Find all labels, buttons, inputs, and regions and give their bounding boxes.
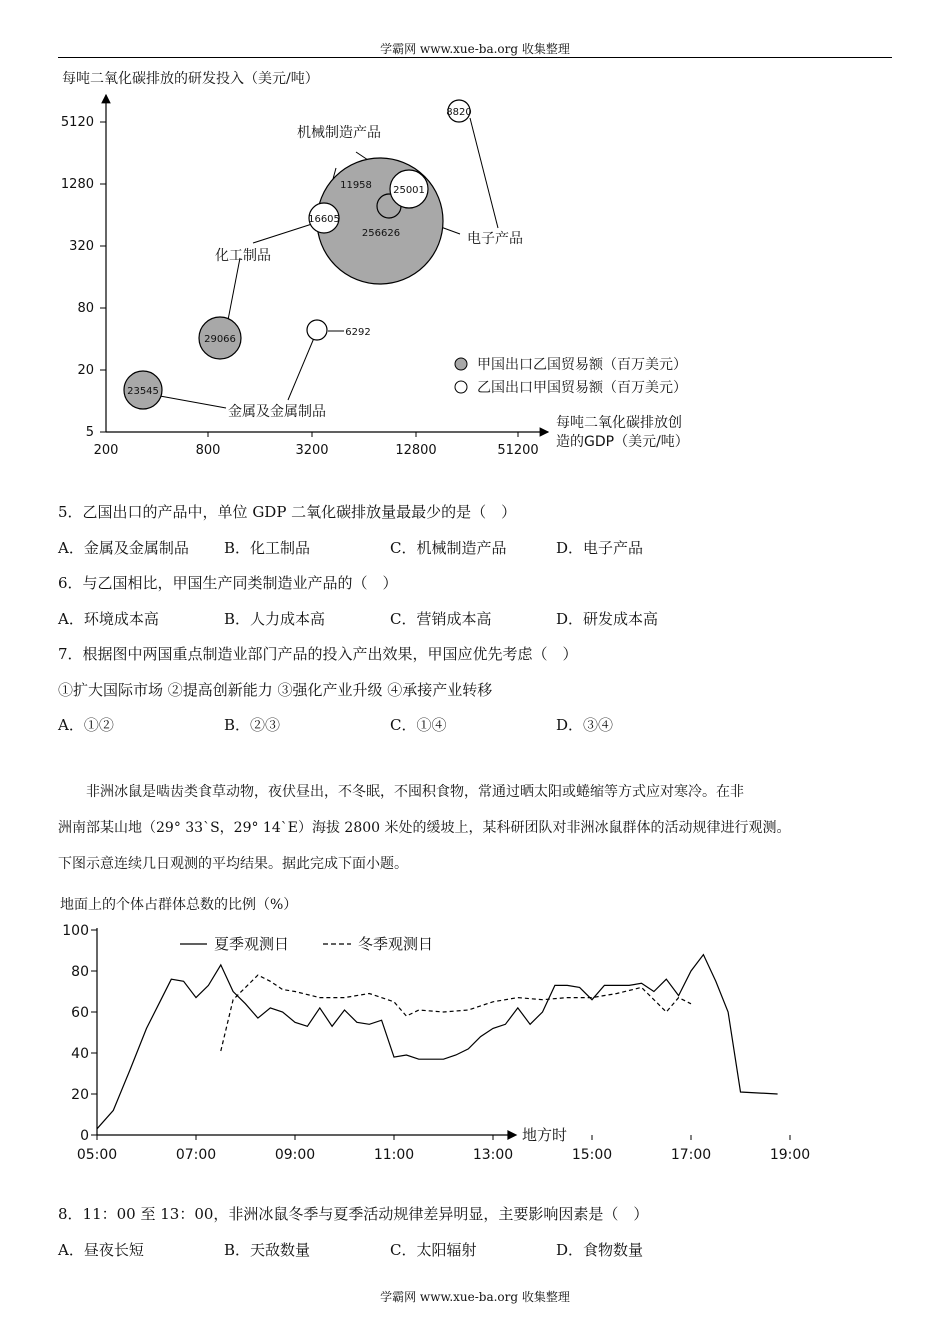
y-tick: 5120 [60, 115, 94, 130]
page-footer: 学霸网 www.xue-ba.org 收集整理 [380, 1290, 570, 1304]
passage-line: 洲南部某山地（29° 33`S，29° 14`E）海拔 2800 米处的缓坡上，某科研团队对非洲冰鼠群体的活动规律进行观测。 [58, 820, 791, 836]
x-tick: 12800 [395, 443, 437, 458]
bubble-value: 23545 [127, 386, 159, 397]
x-tick-label: 07:00 [175, 1147, 217, 1163]
q5-stem: 5．乙国出口的产品中，单位 GDP 二氧化碳排放量最最少的是（ ） [58, 503, 517, 521]
bubble-yi-metal [307, 320, 327, 340]
label-machinery: 机械制造产品 [297, 125, 381, 141]
y-tick-label: 60 [71, 1005, 89, 1021]
x-tick: 800 [195, 443, 221, 458]
q5-option-d[interactable]: D．电子产品 [556, 539, 644, 557]
q7-stem: 7．根据图中两国重点制造业部门产品的投入产出效果，甲国应优先考虑（ ） [58, 645, 578, 663]
y-tick: 320 [69, 239, 94, 254]
q5-option-c[interactable]: C．机械制造产品 [390, 539, 507, 557]
series-summer-line [97, 955, 778, 1129]
y-tick-label: 100 [62, 923, 89, 939]
y-tick: 1280 [60, 177, 94, 192]
x-axis-label-line2: 造的GDP（美元/吨） [556, 434, 689, 450]
q6-option-d[interactable]: D．研发成本高 [556, 610, 659, 628]
passage-line: 非洲冰鼠是啮齿类食草动物，夜伏昼出，不冬眠，不囤积食物，常通过晒太阳或蜷缩等方式应对寒冷。在非 [58, 784, 744, 800]
passage-line: 下图示意连续几日观测的平均结果。据此完成下面小题。 [58, 856, 408, 872]
label-electronics: 电子产品 [467, 231, 523, 247]
y-tick-label: 20 [71, 1087, 89, 1103]
y-tick-label: 80 [71, 964, 89, 980]
q7-option-c[interactable]: C．①④ [390, 716, 447, 734]
q7-option-d[interactable]: D．③④ [556, 716, 614, 734]
x-tick-label: 19:00 [769, 1147, 811, 1163]
legend-swatch-yi [455, 381, 467, 393]
x-axis-label: 地方时 [522, 1126, 568, 1144]
chart1-title: 每吨二氧化碳排放的研发投入（美元/吨） [62, 71, 319, 87]
legend-summer: 夏季观测日 [214, 935, 290, 953]
bubble-value: 6292 [345, 327, 371, 338]
y-tick-label: 0 [80, 1128, 89, 1144]
label-metal: 金属及金属制品 [228, 404, 326, 420]
x-tick-label: 11:00 [373, 1147, 415, 1163]
y-tick: 5 [85, 425, 94, 440]
q8-option-c[interactable]: C．太阳辐射 [390, 1241, 477, 1259]
bubble-value: 25001 [393, 185, 425, 196]
label-chemical: 化工制品 [215, 248, 271, 264]
q6-option-c[interactable]: C．营销成本高 [390, 610, 492, 628]
legend-yi: 乙国出口甲国贸易额（百万美元） [477, 380, 687, 396]
series-winter-line [221, 975, 691, 1051]
passage [58, 774, 894, 882]
q5-option-b[interactable]: B．化工制品 [224, 539, 311, 557]
y-tick-label: 40 [71, 1046, 89, 1062]
q7-option-a[interactable]: A．①② [58, 716, 114, 734]
q7-items: ①扩大国际市场 ②提高创新能力 ③强化产业升级 ④承接产业转移 [58, 681, 493, 699]
q5-option-a[interactable]: A．金属及金属制品 [58, 539, 189, 557]
x-tick: 51200 [497, 443, 539, 458]
x-tick-label: 05:00 [76, 1147, 118, 1163]
x-axis-label-line1: 每吨二氧化碳排放创 [556, 415, 682, 431]
q8-option-b[interactable]: B．天敌数量 [224, 1241, 311, 1259]
q7-option-b[interactable]: B．②③ [224, 716, 281, 734]
y-tick: 80 [77, 301, 94, 316]
header-rule [58, 57, 892, 58]
q6-stem: 6．与乙国相比，甲国生产同类制造业产品的（ ） [58, 574, 398, 592]
q8-option-a[interactable]: A．昼夜长短 [58, 1241, 144, 1259]
page-header: 学霸网 www.xue-ba.org 收集整理 [380, 42, 570, 56]
q6-option-b[interactable]: B．人力成本高 [224, 610, 326, 628]
bubble-value: 16605 [308, 214, 340, 225]
x-tick-label: 13:00 [472, 1147, 514, 1163]
legend-winter: 冬季观测日 [358, 935, 434, 953]
bubble-value: 11958 [340, 180, 372, 191]
q6-option-a[interactable]: A．环境成本高 [58, 610, 159, 628]
legend-swatch-jia [455, 358, 467, 370]
x-tick: 3200 [295, 443, 329, 458]
bubble-value: 29066 [204, 334, 236, 345]
x-tick-label: 17:00 [670, 1147, 712, 1163]
bubble-value: 8820 [446, 107, 472, 118]
chart2-title: 地面上的个体占群体总数的比例（%） [60, 897, 298, 913]
x-tick-label: 09:00 [274, 1147, 316, 1163]
bubble-chart [0, 90, 760, 470]
bubble-value: 256626 [361, 228, 401, 239]
legend-jia: 甲国出口乙国贸易额（百万美元） [477, 357, 687, 373]
y-tick: 20 [77, 363, 94, 378]
q8-stem: 8．11：00 至 13：00，非洲冰鼠冬季与夏季活动规律差异明显，主要影响因素是（ ） [58, 1205, 649, 1223]
x-tick-label: 15:00 [571, 1147, 613, 1163]
q8-option-d[interactable]: D．食物数量 [556, 1241, 644, 1259]
activity-line-chart [0, 915, 811, 1170]
x-tick: 200 [93, 443, 119, 458]
